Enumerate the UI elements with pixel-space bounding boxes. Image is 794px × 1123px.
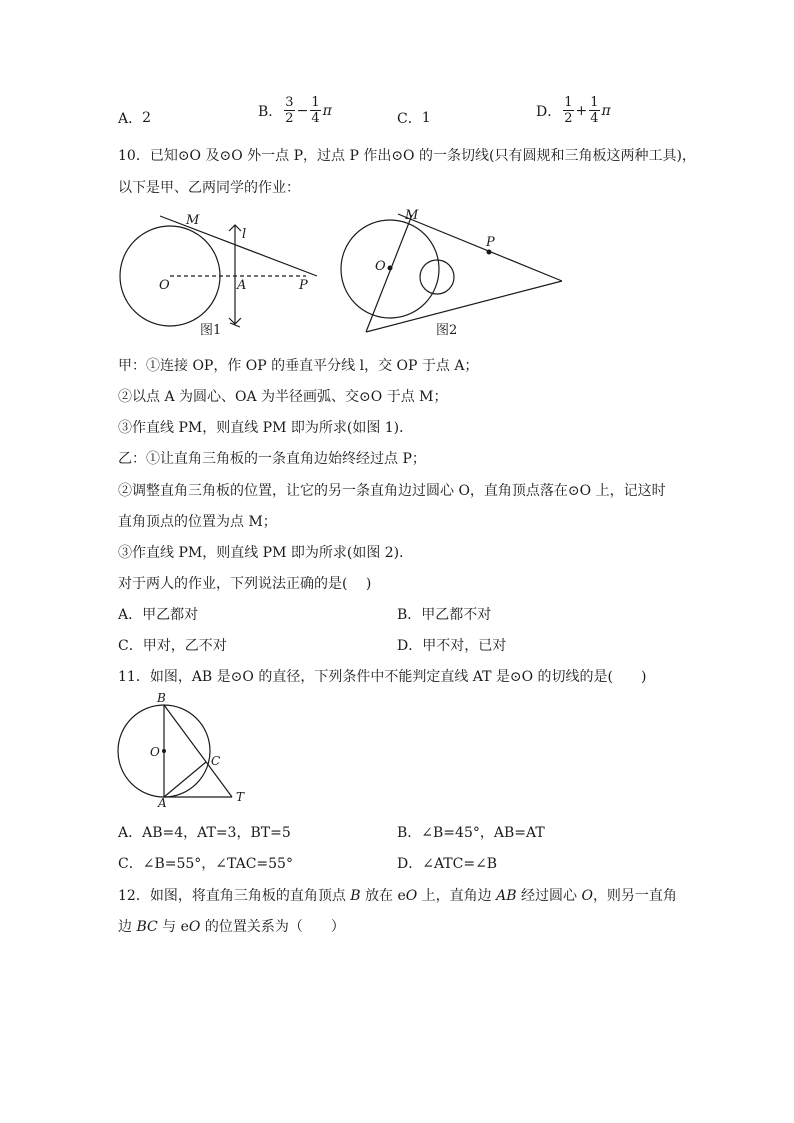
fraction: $\frac{3}{2}$	[285, 95, 294, 126]
q9-option-b[interactable]: B． $\frac{3}{2}$ − $\frac{1}{4}$ π	[258, 95, 332, 126]
q11-point-o	[162, 749, 166, 753]
q11-label-c: C	[211, 754, 221, 768]
q10-option-d[interactable]: D．甲不对，已对	[397, 638, 507, 654]
q10-step: ③作直线 PM，则直线 PM 即为所求(如图 2)．	[118, 545, 414, 561]
q9-option-c[interactable]: C． 1	[397, 110, 431, 127]
fig2-label-o: O	[375, 259, 386, 274]
fraction: $\frac{1}{4}$	[311, 95, 320, 126]
fig1-label-p: P	[299, 278, 308, 293]
q10-question: 对于两人的作业，下列说法正确的是( )	[118, 576, 372, 592]
q10-option-c[interactable]: C．甲对，乙不对	[118, 638, 227, 654]
fig2-label-p: P	[486, 235, 495, 250]
fig2-caption: 图2	[436, 323, 458, 338]
q10-step: ②调整直角三角板的位置，让它的另一条直角边过圆心 O，直角顶点落在⊙O 上，记这时	[118, 483, 666, 499]
fig2-point-p	[487, 250, 492, 255]
fig2-line-mo	[366, 215, 412, 332]
q11-stem: 11．如图，AB 是⊙O 的直径，下列条件中不能判定直线 AT 是⊙O 的切线的是( )	[118, 669, 647, 685]
fig2-small-circle	[420, 260, 454, 294]
q10-option-a[interactable]: A．甲乙都对	[118, 607, 199, 623]
fig2-label-m: M	[405, 208, 419, 223]
q11-option-b[interactable]: B．∠B=45°，AB=AT	[397, 825, 545, 841]
q12-stem-line2: 边 BC 与 eO 的位置关系为（ ）	[118, 919, 345, 935]
q9-option-a[interactable]: A． 2	[118, 110, 152, 127]
q11-option-a[interactable]: A．AB=4，AT=3，BT=5	[118, 825, 291, 841]
fig1-tangent-line	[160, 216, 317, 276]
q10-figures	[100, 200, 580, 350]
q11-option-d[interactable]: D．∠ATC=∠B	[397, 856, 498, 872]
q11-label-t: T	[236, 790, 245, 804]
q11-option-c[interactable]: C．∠B=55°，∠TAC=55°	[118, 856, 293, 872]
fig2-line-mp	[398, 214, 562, 281]
fig2-point-o	[388, 266, 393, 271]
q11-label-b: B	[157, 691, 166, 705]
figure-1	[120, 216, 317, 327]
fig1-label-a: A	[237, 278, 247, 293]
q11-label-o: O	[150, 745, 160, 759]
q12-stem-line1: 12．如图，将直角三角板的直角顶点 B 放在 eO 上，直角边 AB 经过圆心 O，则另一直角	[118, 888, 677, 904]
fig1-label-o: O	[159, 278, 170, 293]
fig2-triangle-base	[366, 281, 562, 332]
q10-stem-line2: 以下是甲、乙两同学的作业：	[118, 180, 300, 196]
fig1-label-l: l	[242, 227, 247, 242]
fig1-caption: 图1	[200, 323, 222, 338]
q11-label-a: A	[158, 796, 167, 808]
q10-option-b[interactable]: B．甲乙都不对	[397, 607, 492, 623]
fig1-label-m: M	[186, 213, 200, 228]
q11-line-bt	[164, 705, 232, 797]
q10-step: ③作直线 PM，则直线 PM 即为所求(如图 1)．	[118, 420, 414, 436]
q10-step: 乙：①让直角三角板的一条直角边始终经过点 P；	[118, 451, 426, 467]
q10-step: ②以点 A 为圆心、OA 为半径画弧、交⊙O 于点 M；	[118, 389, 448, 405]
q10-stem-line1: 10．已知⊙O 及⊙O 外一点 P，过点 P 作出⊙O 的一条切线(只有圆规和三角板这两种工具)，	[118, 148, 696, 164]
q9-option-d[interactable]: D． $\frac{1}{2}$ + $\frac{1}{4}$ π	[536, 95, 611, 126]
q10-step: 直角顶点的位置为点 M；	[118, 514, 277, 530]
fraction: $\frac{1}{4}$	[590, 95, 599, 126]
q10-step: 甲：①连接 OP，作 OP 的垂直平分线 l，交 OP 于点 A；	[118, 358, 479, 374]
fraction: $\frac{1}{2}$	[564, 95, 573, 126]
q11-figure	[110, 688, 260, 808]
